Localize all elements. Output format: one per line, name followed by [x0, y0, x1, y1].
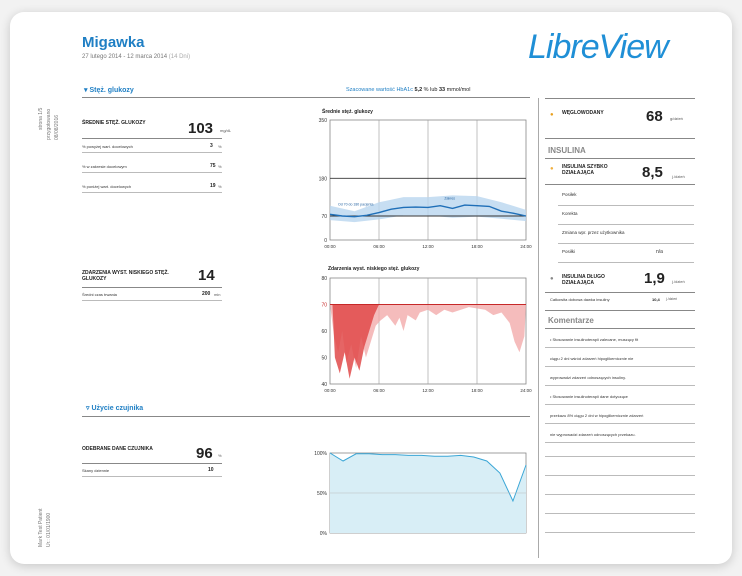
- divider: [558, 205, 694, 206]
- total-insulin-label: Całkowita dobowa dawka insuliny: [550, 297, 610, 302]
- y-tick-label: 100%: [314, 451, 327, 457]
- sensor-data-value: 96: [196, 445, 213, 462]
- divider: [545, 138, 695, 139]
- divider: [545, 292, 695, 293]
- y-tick-label: 180: [318, 176, 327, 183]
- divider: [82, 476, 222, 477]
- carbs-icon: ●: [550, 112, 554, 118]
- y-tick-label: 0%: [319, 531, 327, 537]
- carbs-unit: g/dzień: [670, 116, 683, 121]
- fast-insulin-unit: j./dzień: [672, 174, 685, 179]
- x-tick-label: 00:00: [324, 388, 336, 393]
- avg-row-value: 3: [210, 143, 213, 149]
- divider: [82, 287, 222, 288]
- x-tick-label: 00:00: [324, 244, 336, 249]
- hba1c-estimate: Szacowane wartość HbA1c 5,2 % lub 33 mmol/mol: [346, 87, 471, 93]
- slow-insulin-label: INSULINA DŁUGO DZIAŁAJĄCA: [562, 274, 605, 286]
- divider: [545, 98, 695, 99]
- x-tick-label: 24:00: [520, 388, 532, 393]
- scans-label: Skany dziennie: [82, 468, 110, 473]
- low-events-chart: [300, 274, 530, 400]
- y-tick-label: 50: [321, 355, 327, 362]
- fast-insulin-label: INSULINA SZYBKO DZIAŁAJĄCA: [562, 164, 608, 176]
- blank-line: [545, 456, 695, 457]
- low-chart-title: Zdarzenia wyst. niskiego stęż. glukozy: [328, 266, 420, 272]
- comment-line: • Stosowanie insulinoterapii dane dotyczące: [550, 394, 628, 399]
- avg-glucose-value: 103: [188, 120, 214, 137]
- x-tick-label: 12:00: [422, 388, 434, 393]
- divider: [545, 404, 695, 405]
- low-duration-label: Średni czas trwania: [82, 292, 117, 297]
- y-tick-label: 70: [321, 214, 327, 220]
- comment-line: nie wyprowadzi zdarzeń odnoszących przekazu.: [550, 432, 636, 437]
- fast-insulin-icon: ●: [550, 166, 554, 172]
- y-tick-label: 50%: [316, 491, 327, 497]
- blank-line: [545, 494, 695, 495]
- fast-row-label: Korekta: [562, 211, 578, 216]
- libreview-logo: LibreView: [528, 28, 668, 66]
- fast-row-label: Posiłek: [562, 192, 577, 197]
- low-events-label: ZDARZENIA WYST. NISKIEGO STĘŻ. GLUKOZY: [82, 270, 169, 282]
- avg-glucose-label: ŚREDNIE STĘŻ. GLUKOZY: [82, 120, 146, 126]
- divider: [545, 184, 695, 185]
- slow-insulin-value: 1,9: [644, 270, 665, 287]
- page-number: strona 1/5: [38, 107, 44, 130]
- total-insulin-unit: j./dzień: [666, 297, 678, 301]
- divider: [82, 192, 222, 193]
- divider: [558, 224, 694, 225]
- y-tick-label: 60: [321, 329, 327, 335]
- blank-line: [545, 513, 695, 514]
- divider: [545, 328, 695, 329]
- y-tick-label: 40: [321, 382, 327, 388]
- blank-line: [545, 532, 695, 533]
- sensor-usage-chart: [300, 437, 530, 549]
- divider: [545, 423, 695, 424]
- divider: [82, 97, 530, 98]
- divider: [82, 152, 222, 153]
- avg-chart-title: Średnie stęż. glukozy: [322, 109, 373, 115]
- divider: [545, 366, 695, 367]
- slow-insulin-unit: j./dzień: [672, 279, 685, 284]
- low-duration-unit: min: [214, 292, 221, 297]
- page-title: Migawka: [82, 34, 145, 51]
- avg-row-label: % w zakresie docelowym: [82, 164, 127, 169]
- avg-row-unit: %: [218, 144, 222, 149]
- divider: [82, 172, 222, 173]
- patient-name: Mark Test Patient: [38, 508, 44, 547]
- comment-line: wyprowadzi zdarzeń odnoszących insuliny.: [550, 375, 626, 380]
- divider: [545, 347, 695, 348]
- avg-row-label: % powyżej wart. docelowych: [82, 144, 133, 149]
- x-tick-label: 06:00: [373, 244, 385, 249]
- x-tick-label: 18:00: [471, 244, 483, 249]
- fast-row-label: Posiłki: [562, 249, 576, 254]
- range-note: Zakres: [444, 196, 456, 201]
- low-events-value: 14: [198, 267, 215, 284]
- avg-glucose-chart: [300, 116, 530, 252]
- avg-row-unit: %: [218, 184, 222, 189]
- y-tick-label: 350: [318, 118, 327, 124]
- y-tick-label: 80: [321, 276, 327, 282]
- divider: [558, 262, 694, 263]
- y-tick-label: 70: [321, 302, 327, 309]
- avg-row-value: 19: [210, 183, 216, 189]
- glucose-section-heading[interactable]: ▾ Stęż. glukozy: [84, 87, 134, 94]
- comment-line: przekazu 8% ciągu 2 dni w hipoglikemicznie zdarzeń: [550, 413, 644, 418]
- avg-row-unit: %: [218, 164, 222, 169]
- right-panel-divider: [538, 98, 539, 558]
- patient-dob: Ur.: 01/01/1900: [46, 512, 52, 547]
- x-tick-label: 06:00: [373, 388, 385, 393]
- y-tick-label: 0: [324, 238, 327, 244]
- carbs-label: WĘGLOWODANY: [562, 110, 604, 116]
- x-tick-label: 18:00: [471, 388, 483, 393]
- divider: [82, 416, 530, 417]
- scans-value: 10: [208, 467, 214, 473]
- avg-row-label: % poniżej wart. docelowych: [82, 184, 132, 189]
- divider: [82, 463, 222, 464]
- sensor-section-heading[interactable]: ▿ Użycie czujnika: [86, 405, 144, 412]
- divider: [545, 158, 695, 159]
- date-range: 27 lutego 2014 - 12 marca 2014 (14 Dni): [82, 54, 191, 60]
- comment-line: • Stosowanie insulinoterapii zalecane, muszący fit: [550, 337, 639, 342]
- sensor-data-label: ODEBRANE DANE CZUJNIKA: [82, 446, 153, 452]
- avg-row-value: 75: [210, 163, 216, 169]
- prepared-date: 08/08/2016: [54, 114, 60, 140]
- x-tick-label: 24:00: [520, 244, 532, 249]
- divider: [82, 138, 222, 139]
- low-duration-value: 200: [202, 291, 211, 297]
- divider: [545, 385, 695, 386]
- target-note: Od 70 do 180 pacjenta: [338, 202, 374, 207]
- total-insulin-value: 10,4: [652, 297, 660, 302]
- slow-insulin-icon: ●: [550, 276, 554, 282]
- fast-row-value: n/a: [656, 249, 663, 255]
- fast-insulin-value: 8,5: [642, 164, 663, 181]
- fast-row-label: Zmiana wpr. przez użytkownika: [562, 230, 625, 235]
- avg-glucose-unit: mg/dL: [220, 128, 232, 133]
- divider: [545, 442, 695, 443]
- carbs-value: 68: [646, 108, 663, 125]
- comment-line: ciągu 2 dni wśród zdarzeń hipoglikemicznie nie: [550, 356, 634, 361]
- blank-line: [545, 475, 695, 476]
- report-card: [10, 12, 732, 564]
- divider: [545, 310, 695, 311]
- prepared-label: przygotowano: [46, 108, 52, 140]
- divider: [82, 300, 222, 301]
- x-tick-label: 12:00: [422, 244, 434, 249]
- comments-heading: Komentarze: [548, 316, 594, 325]
- sensor-data-unit: %: [218, 453, 222, 458]
- divider: [558, 243, 694, 244]
- insulin-heading: INSULINA: [548, 146, 586, 155]
